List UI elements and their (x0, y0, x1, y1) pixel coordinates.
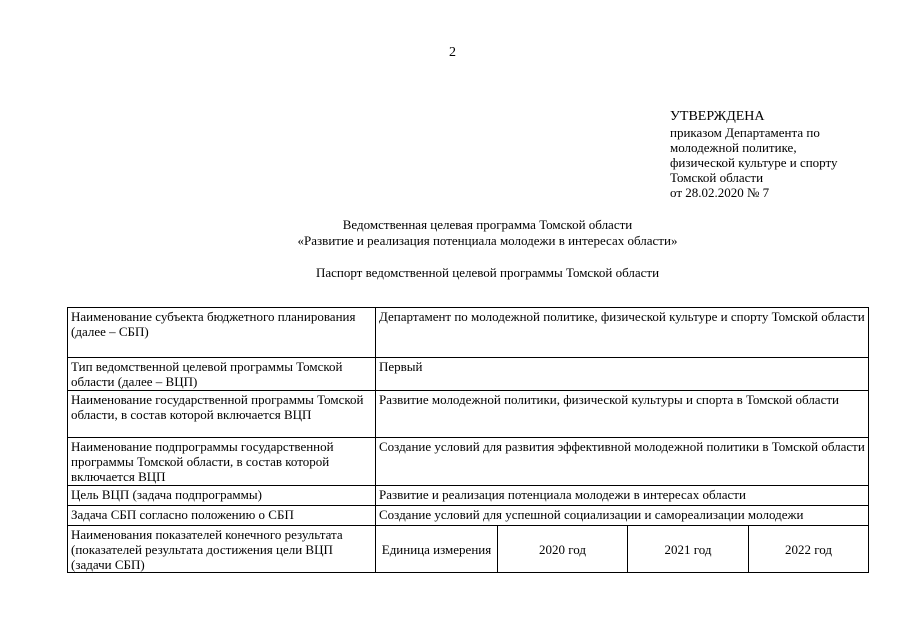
passport-title: Паспорт ведомственной целевой программы Томской области (315, 265, 660, 280)
row-label: Задача СБП согласно положению о СБП (68, 506, 376, 526)
row-value: Развитие и реализация потенциала молодежи в интересах области (376, 486, 869, 506)
year-header-2020: 2020 год (498, 526, 628, 573)
row-value: Создание условий для развития эффективной молодежной политики в Томской области (376, 438, 869, 486)
indicators-label: Наименования показателей конечного результата (показателей результата достижения цели ВЦП (задачи СБП) (68, 526, 376, 573)
program-title-line-2: «Развитие и реализация потенциала молодежи в интересах области» (297, 233, 678, 248)
passport-table (67, 307, 869, 573)
table-row (68, 391, 869, 438)
approval-date-line: от 28.02.2020 № 7 (670, 185, 770, 200)
row-label: Наименование подпрограммы государственной программы Томской области, в состав которой включается ВЦП (68, 438, 376, 486)
page-number: 2 (449, 45, 456, 60)
approval-line: приказом Департамента по (670, 125, 820, 140)
unit-header: Единица измерения (376, 526, 498, 573)
row-value: Первый (376, 358, 869, 391)
row-value: Департамент по молодежной политике, физической культуре и спорту Томской области (376, 308, 869, 358)
row-value: Создание условий для успешной социализации и самореализации молодежи (376, 506, 869, 526)
row-label: Тип ведомственной целевой программы Томской области (далее – ВЦП) (68, 358, 376, 391)
approval-line: физической культуре и спорту (670, 155, 838, 170)
row-value: Развитие молодежной политики, физической культуры и спорта в Томской области (376, 391, 869, 438)
row-label: Цель ВЦП (задача подпрограммы) (68, 486, 376, 506)
table-row (68, 486, 869, 506)
table-row (68, 358, 869, 391)
indicator-header-row (68, 526, 869, 573)
program-title (0, 217, 905, 249)
year-header-2021: 2021 год (628, 526, 749, 573)
approval-line: Томской области (670, 170, 764, 185)
year-header-2022: 2022 год (749, 526, 869, 573)
approval-block (670, 108, 838, 200)
row-label: Наименование государственной программы Томской области, в состав которой включается ВЦП (68, 391, 376, 438)
table-row (68, 506, 869, 526)
table-row (68, 438, 869, 486)
program-title-line-1: Ведомственная целевая программа Томской области (342, 217, 633, 232)
table-row (68, 308, 869, 358)
approval-title: УТВЕРЖДЕНА (670, 109, 765, 124)
row-label: Наименование субъекта бюджетного планирования (далее – СБП) (68, 308, 376, 358)
approval-line: молодежной политике, (670, 140, 797, 155)
